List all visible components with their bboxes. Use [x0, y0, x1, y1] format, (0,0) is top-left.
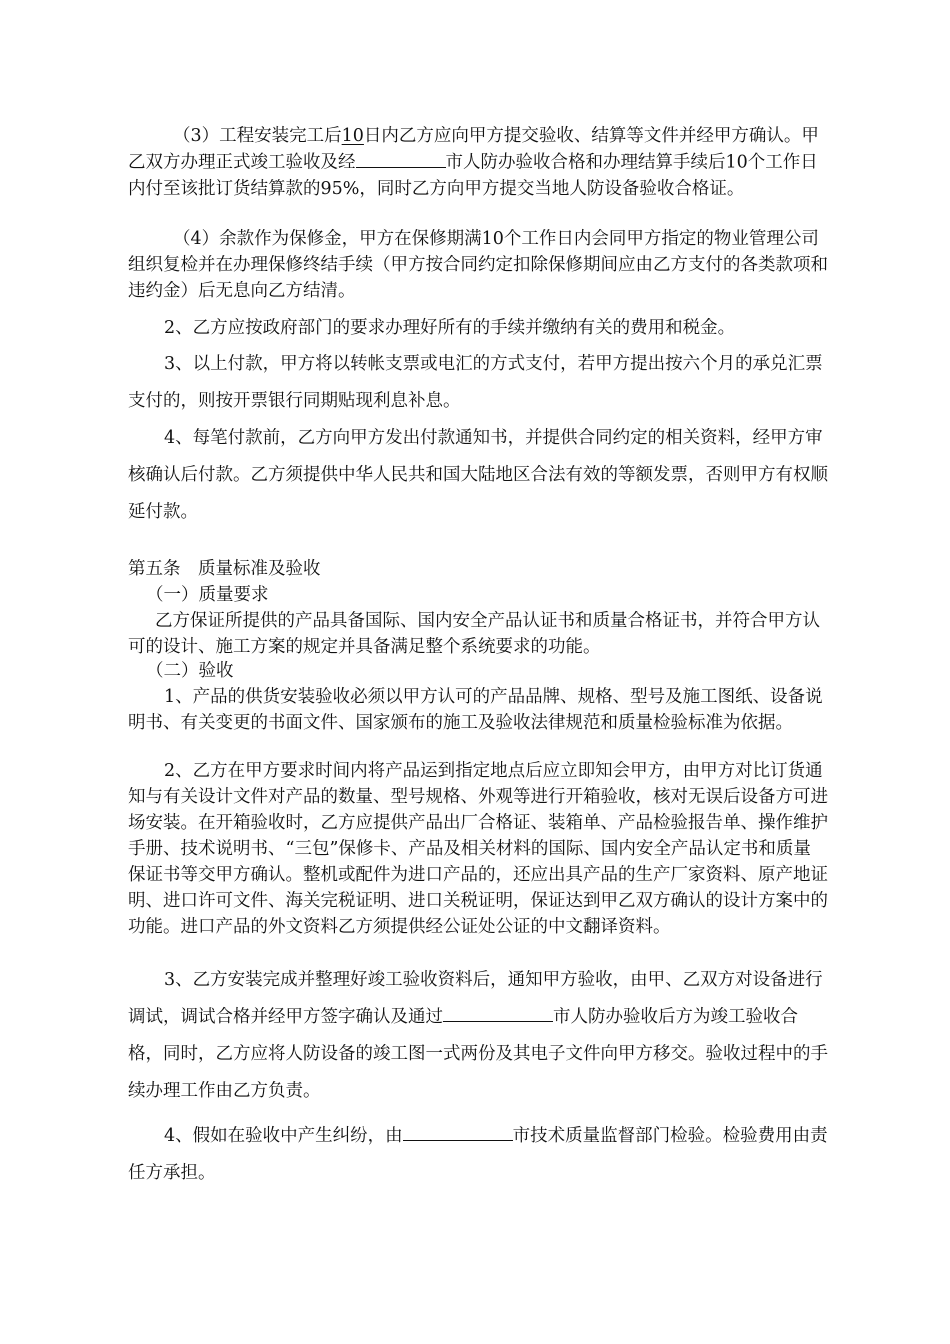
- quality-requirements-text: 乙方保证所提供的产品具备国际、国内安全产品认证书和质量合格证书，并符合甲方认可的设计、施工方案的规定并具备满足整个系统要求的功能。: [128, 611, 820, 657]
- city-blank: [403, 1123, 513, 1142]
- article-5-heading: 第五条 质量标准及验收: [128, 559, 321, 579]
- text-segment: 市人防办验收合格和办理结算手续后10个工作日内付至该批订货结算款的95%，同时乙方向甲方提交当地人防设备验收合格证。: [128, 152, 818, 199]
- item-4-payment-notice: 4、每笔付款前，乙方向甲方发出付款通知书，并提供合同约定的相关资料，经甲方审核确认后付款。乙方须提供中华人民共和国大陆地区合法有效的等额发票，否则甲方有权顺延付款。: [128, 428, 828, 522]
- text-segment: 日内乙方应向甲方提交验收、结算等文件并经甲方确认。甲乙双方办理正式竣工验收及经: [128, 126, 819, 173]
- clause-3-completion-payment: [128, 123, 828, 202]
- city-blank: [443, 1004, 553, 1023]
- item-3-payment-method: 3、以上付款，甲方将以转帐支票或电汇的方式支付，若甲方提出按六个月的承兑汇票支付的，则按开票银行同期贴现利息补息。: [128, 354, 823, 411]
- acceptance-item-2: 2、乙方在甲方要求时间内将产品运到指定地点后应立即知会甲方，由甲方对比订货通知与有关设计文件对产品的数量、型号规格、外观等进行开箱验收，核对无误后设备方可进场安装。在开箱验收时，乙方应提供产品出厂合格证、装箱单、产品检验报告单、操作维护手册、技术说明书、“三包”保修卡、产品及相关材料的国际、国内安全产品认定书和质量保证书等交甲方确认。整机或配件为进口产品的，还应出具产品的生产厂家资料、原产地证明、进口许可文件、海关完税证明、进口关税证明，保证达到甲乙双方确认的设计方案中的功能。进口产品的外文资料乙方须提供经公证处公证的中文翻译资料。: [128, 761, 828, 937]
- text-segment: 市技术质量监督部门检验。检验费用由责任方承担。: [128, 1126, 828, 1183]
- text-segment: 4、假如在验收中产生纠纷，由: [164, 1126, 403, 1146]
- acceptance-item-4: [128, 1118, 828, 1192]
- acceptance-item-1: 1、产品的供货安装验收必须以甲方认可的产品品牌、规格、型号及施工图纸、设备说明书、有关变更的书面文件、国家颁布的施工及验收法律规范和质量检验标准为依据。: [128, 687, 823, 733]
- acceptance-item-3: [128, 962, 828, 1110]
- item-2-fees-taxes: 2、乙方应按政府部门的要求办理好所有的手续并缴纳有关的费用和税金。: [164, 318, 736, 338]
- section-quality-requirements: （一）质量要求: [146, 585, 269, 605]
- section-acceptance: （二）验收: [146, 661, 234, 681]
- text-segment: 3、乙方安装完成并整理好竣工验收资料后，通知甲方验收，由甲、乙双方对设备进行调试，调试合格并经甲方签字确认及通过: [128, 970, 823, 1027]
- city-blank: [356, 149, 446, 168]
- text-segment: （3）工程安装完工后: [173, 126, 342, 146]
- text-segment: 市人防办验收后方为竣工验收合格，同时，乙方应将人防设备的竣工图一式两份及其电子文件向甲方移交。验收过程中的手续办理工作由乙方负责。: [128, 1007, 828, 1101]
- days-value: 10: [341, 126, 364, 146]
- clause-4-retention: （4）余款作为保修金，甲方在保修期满10个工作日内会同甲方指定的物业管理公司组织复检并在办理保修终结手续（甲方按合同约定扣除保修期间应由乙方支付的各类款项和违约金）后无息向乙方结清。: [128, 229, 828, 301]
